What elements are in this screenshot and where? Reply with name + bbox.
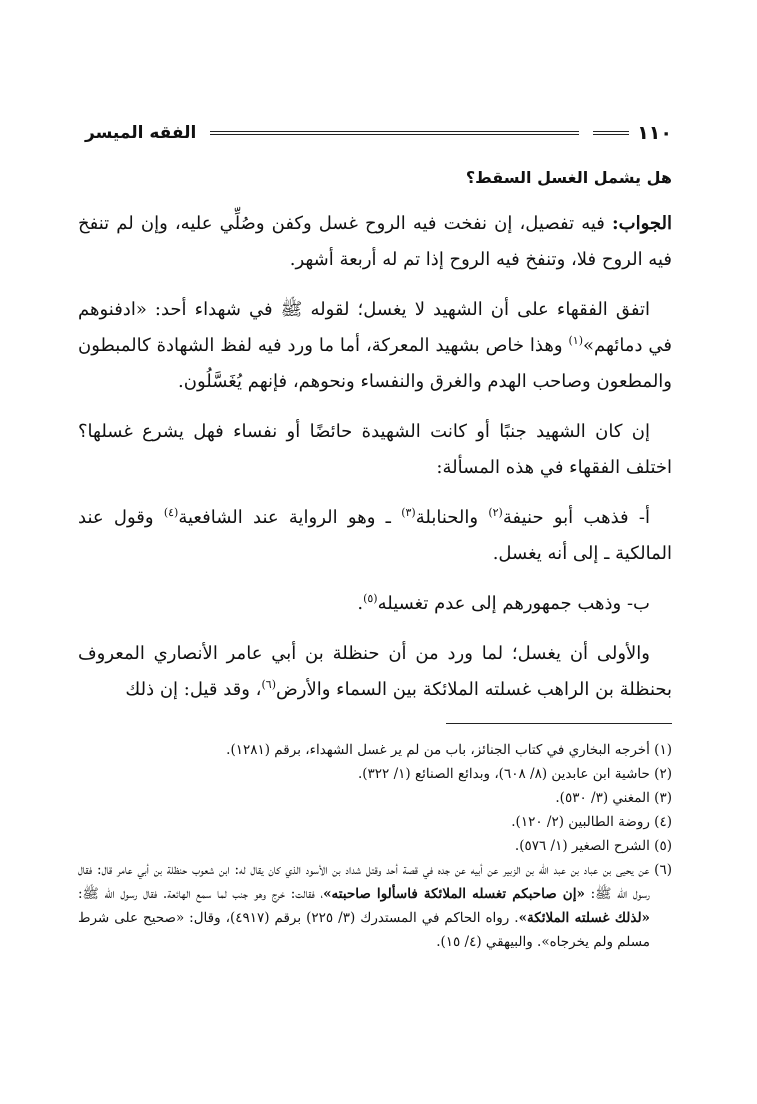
- footnote-ref-2: (٢): [488, 506, 503, 519]
- footnote-ref-5: (٥): [363, 592, 378, 605]
- footnote-6-text-e: . رواه الحاكم في المستدرك (٣/ ٢٢٥) برقم (٤٩١٧)، وقال: «صحيح على شرط مسلم ولم يخرجاه». والبيهقي (٤/ ١٥).: [78, 910, 650, 950]
- opinion-a-paragraph: [78, 500, 672, 572]
- opinion-a-text-c: ـ وهو الرواية عند الشافعية: [178, 507, 402, 528]
- footnote-5: (٥) الشرح الصغير (١/ ٥٧٦).: [514, 838, 672, 854]
- question-paragraph: إن كان الشهيد جنبًا أو كانت الشهيدة حائضًا أو نفساء فهل يشرع غسلها؟ اختلف الفقهاء في هذه المسألة:: [78, 421, 672, 478]
- question-heading: هل يشمل الغسل السقط؟: [465, 168, 672, 187]
- page-number: ١١٠: [637, 122, 672, 144]
- opinion-b-text-a: ب- وذهب جمهورهم إلى عدم تغسيله: [377, 593, 650, 614]
- opinion-a-text-a: أ- فذهب أبو حنيفة: [502, 507, 650, 528]
- footnote-6-quote-1: «إن صاحبكم تغسله الملائكة فاسألوا صاحبته»: [323, 886, 585, 902]
- footnote-6-quote-2: «لذلك غسلته الملائكة»: [518, 910, 650, 926]
- footnote-separator: [446, 723, 672, 724]
- footnote-2: (٢) حاشية ابن عابدين (٨/ ٦٠٨)، وبدائع الصنائع (١/ ٣٢٢).: [357, 766, 672, 782]
- martyr-paragraph: [78, 292, 672, 400]
- answer-text: فيه تفصيل، إن نفخت فيه الروح غسل وكفن وصُلِّي عليه، وإن لم تنفخ فيه الروح فلا، وتنفخ فيه الروح إذا تم له أربعة أشهر.: [78, 213, 672, 270]
- page-header: [85, 118, 672, 148]
- conclusion-text-b: ، وقد قيل: إن ذلك: [125, 679, 262, 700]
- footnotes: [78, 738, 672, 954]
- footnote-6-text-c: ، فقالت: خرج وهو جنب لما سمع الهائعة. فقال رسول الله ﷺ:: [78, 886, 324, 902]
- footnote-6: [78, 858, 672, 954]
- martyr-text-b: وهذا خاص بشهيد المعركة، أما ما ورد فيه لفظ الشهادة كالمبطون والمطعون وصاحب الهدم والغرق والنفساء ونحوهم، فإنهم يُغَسَّلُون.: [78, 335, 672, 392]
- answer-label: الجواب:: [612, 213, 672, 234]
- footnote-ref-3: (٣): [401, 506, 416, 519]
- opinion-a-text-b: والحنابلة: [415, 507, 489, 528]
- conclusion-paragraph: [78, 636, 672, 708]
- footnote-4: (٤) روضة الطالبين (٢/ ١٢٠).: [511, 814, 672, 830]
- footnote-3: (٣) المغني (٣/ ٥٣٠).: [555, 790, 672, 806]
- footnote-ref-4: (٤): [163, 506, 179, 519]
- footnote-ref-6: (٦): [261, 678, 277, 691]
- opinion-b-text-b: .: [357, 593, 364, 614]
- main-text: [78, 166, 672, 722]
- martyr-text-a: اتفق الفقهاء على أن الشهيد لا يغسل؛ لقوله ﷺ في شهداء أحد: «ادفنوهم في دمائهم»: [78, 299, 672, 356]
- book-title: الفقه الميسر: [85, 123, 197, 143]
- answer-paragraph: [78, 206, 672, 278]
- footnote-1: (١) أخرجه البخاري في كتاب الجنائز، باب من لم ير غسل الشهداء، برقم (١٢٨١).: [226, 742, 672, 758]
- footnote-ref-1: (١): [568, 334, 584, 347]
- footnote-6-text-a: (٦) عن يحيى بن عباد بن عبد الله بن الزبير عن أبيه عن جده في قصة أحد وقتل شداد بن الأسود الذي كان يقال له: ابن شعوب حنظلة بن أبي عامر قال: فقال رسول الله ﷺ:: [78, 862, 672, 902]
- header-dash: [593, 131, 629, 135]
- header-rule: [210, 131, 579, 135]
- opinion-b-paragraph: [78, 586, 672, 622]
- conclusion-text-a: والأولى أن يغسل؛ لما ورد من أن حنظلة بن أبي عامر الأنصاري المعروف بحنظلة بن الراهب غسلته الملائكة بين السماء والأرض: [78, 643, 672, 700]
- opinion-a-text-d: وقول عند المالكية ـ إلى أنه يغسل.: [78, 507, 672, 564]
